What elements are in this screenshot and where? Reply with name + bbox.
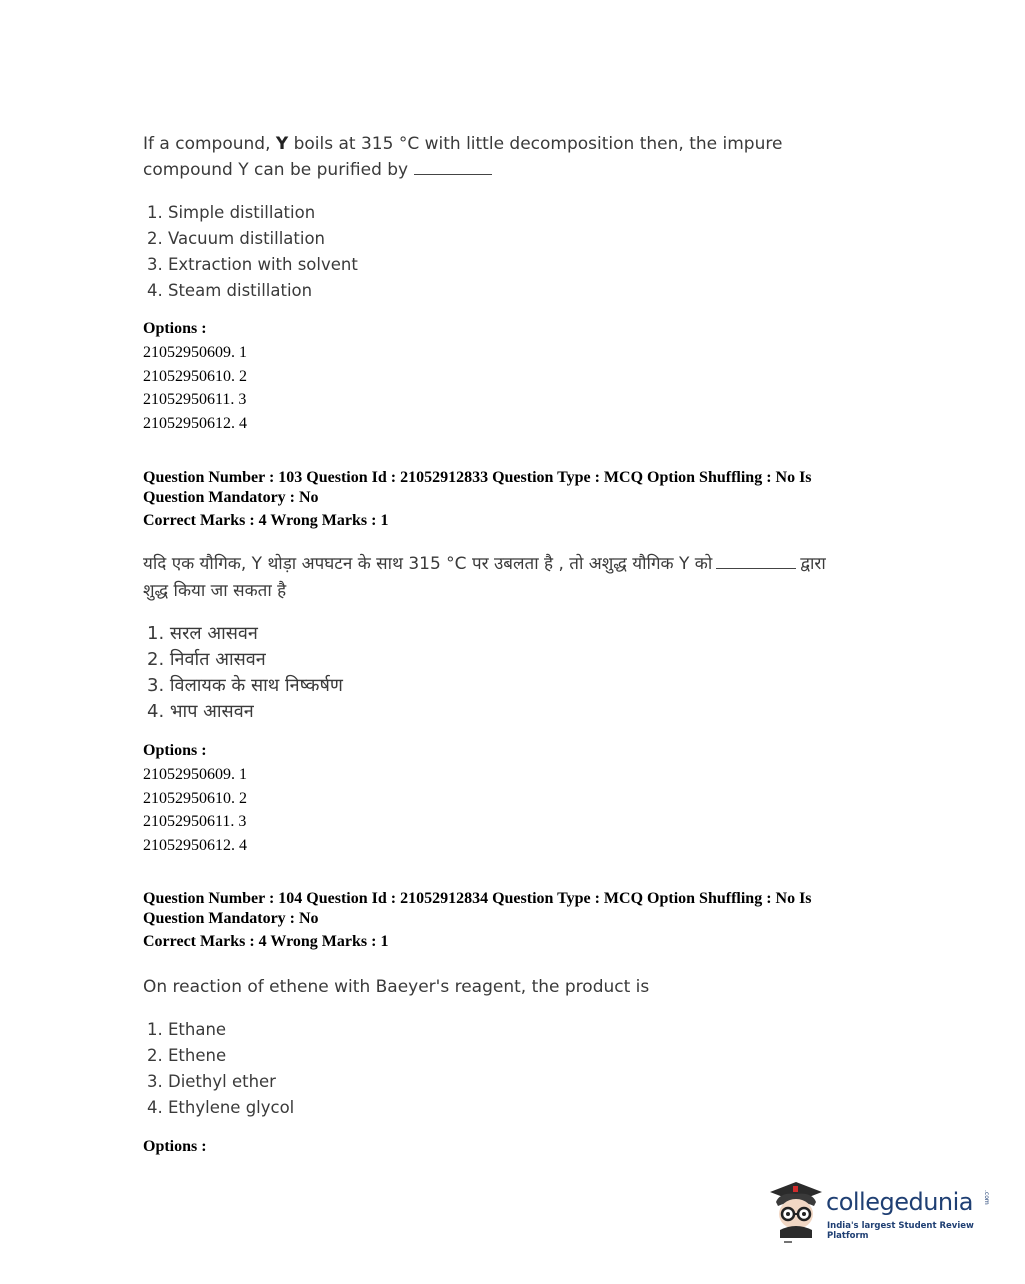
q102-stem-pre: If a compound, [143,134,276,154]
q102-options [143,341,247,436]
q104-meta-line1: Question Number : 104 Question Id : 21052912834 Question Type : MCQ Option Shuffling : No Is [143,890,812,907]
q103-marks: Correct Marks : 4 Wrong Marks : 1 [143,512,389,529]
q104-meta-line2: Question Mandatory : No [143,910,319,927]
q103-option-4: 21052950612. 4 [143,837,247,855]
q103-meta-line1: Question Number : 103 Question Id : 21052912833 Question Type : MCQ Option Shuffling : No Is [143,469,812,486]
q102-option-2: 21052950610. 2 [143,367,247,385]
q102-stem-bold: Y [275,134,289,154]
q103-option-2: 21052950610. 2 [143,789,247,807]
q103-stem-line1-pre: यदि एक यौगिक, Y थोड़ा अपघटन के साथ 315 °C पर उबलता है , तो अशुद्ध यौगिक Y को [143,554,713,574]
answer-blank [414,160,492,175]
q103-meta [143,468,883,508]
q103-choices [143,621,343,725]
q102-option-3: 21052950611. 3 [143,391,247,409]
q102-choice-4: 4. Steam distillation [147,281,313,300]
q103-stem [143,551,883,605]
q103-choice-4: 4. भाप आसवन [147,701,254,722]
logo-tagline: India's largest Student Review Platform [827,1221,974,1241]
q102-stem-post: boils at 315 °C with little decomposition then, the impure compound Y can be purified by [143,134,783,180]
q102-options-label: Options : [143,320,207,337]
collegedunia-logo [766,1176,996,1246]
answer-blank [716,552,796,569]
q104-choice-3: 3. Diethyl ether [147,1072,276,1091]
q104-options-label: Options : [143,1138,207,1155]
q103-meta-line2: Question Mandatory : No [143,489,319,506]
q104-choice-2: 2. Ethene [147,1046,227,1065]
q103-stem-line2: शुद्ध किया जा सकता है [143,581,287,601]
q103-options-label: Options : [143,742,207,759]
logo-dotcom: .com [983,1190,990,1205]
q102-choices [143,200,358,304]
q104-choices [143,1017,294,1121]
logo-wordmark: collegedunia [826,1188,974,1216]
q103-choice-2: 2. निर्वात आसवन [147,649,266,670]
q102-stem [143,131,863,183]
q103-options [143,763,247,858]
q102-choice-2: 2. Vacuum distillation [147,229,326,248]
q102-choice-1: 1. Simple distillation [147,203,316,222]
q103-stem-line1-post: द्वारा [800,554,826,574]
q102-choice-3: 3. Extraction with solvent [147,255,358,274]
graduate-mascot-icon [766,1178,826,1244]
q102-option-1: 21052950609. 1 [143,344,247,361]
q104-stem: On reaction of ethene with Baeyer's reagent, the product is [143,977,650,997]
q104-choice-4: 4. Ethylene glycol [147,1098,295,1117]
q103-option-3: 21052950611. 3 [143,813,247,831]
q104-meta [143,889,883,929]
q104-choice-1: 1. Ethane [147,1020,227,1039]
q103-option-1: 21052950609. 1 [143,766,247,783]
q102-option-4: 21052950612. 4 [143,415,247,433]
q103-choice-3: 3. विलायक के साथ निष्कर्षण [147,675,343,696]
q104-marks: Correct Marks : 4 Wrong Marks : 1 [143,933,389,950]
q103-choice-1: 1. सरल आसवन [147,623,258,644]
